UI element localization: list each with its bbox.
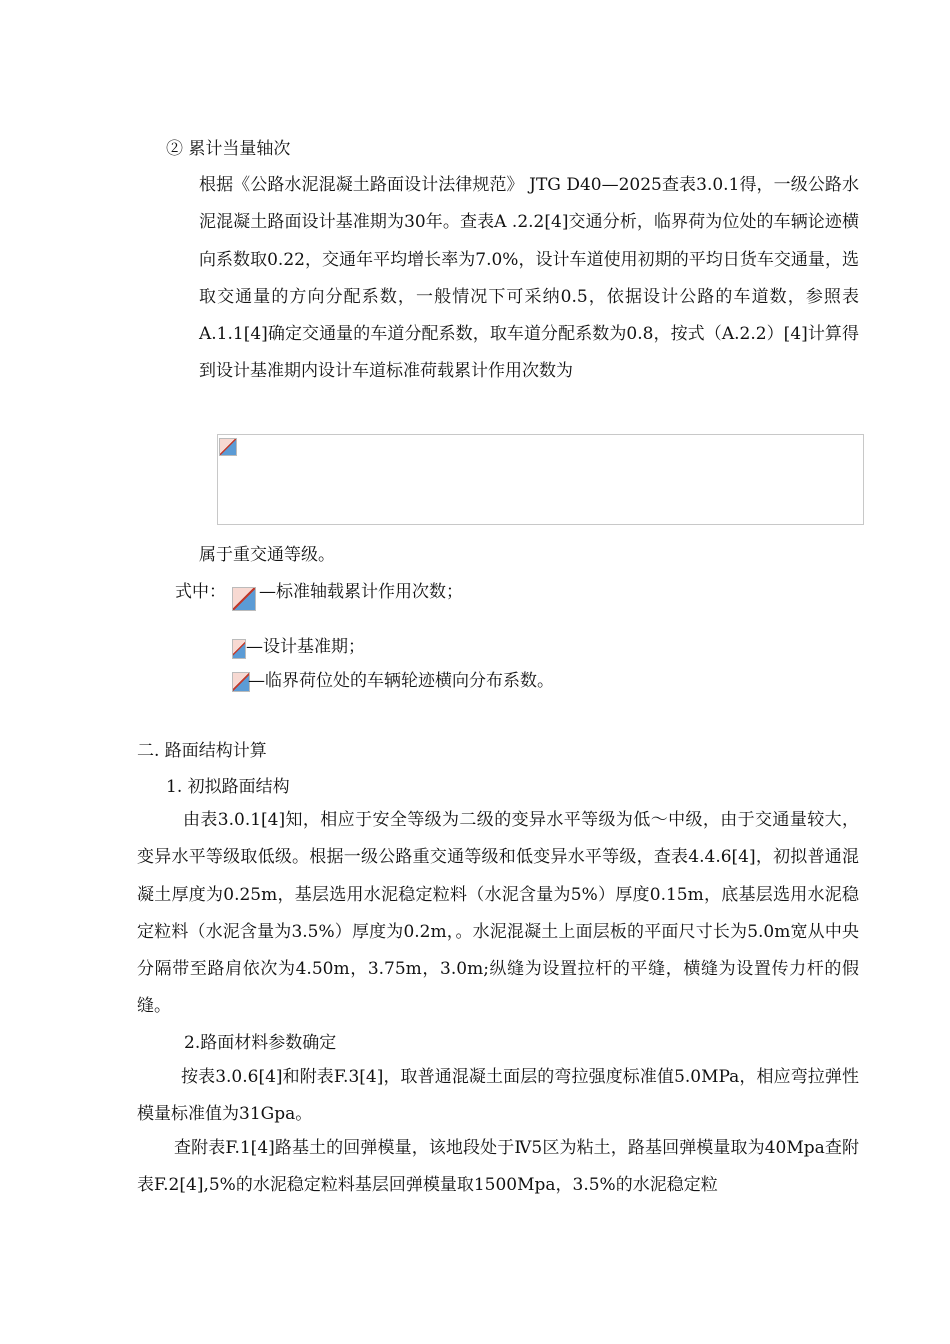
paragraph-initial-structure: 由表3.0.1[4]知，相应于安全等级为二级的变异水平等级为低～中级，由于交通量较大，变异水平等级取低级。根据一级公路重交通等级和低变异水平等级，查表4.4.6[4]，初拟普通混凝土厚度为0.25m，基层选用水泥稳定粒料（水泥含量为5%）厚度0.15m，底基层选用水泥稳定粒料（水泥含量为3.5%）厚度为0.2m，。水泥混凝土上面层板的平面尺寸长为5.0m宽从中央分隔带至路肩依次为4.50m，3.75m，3.0m;纵缝为设置拉杆的平缝，横缝为设置传力杆的假缝。 xyxy=(137,810,859,1017)
subheading-initial-structure: 1. 初拟路面结构 xyxy=(166,777,290,797)
traffic-level-text: 属于重交通等级。 xyxy=(199,545,335,565)
paragraph-strength: 按表3.0.6[4]和附表F.3[4]，取普通混凝土面层的弯拉强度标准值5.0MPa，相应弯拉弹性模量标准值为31Gpa。 xyxy=(137,1067,859,1125)
subheading-material-params: 2.路面材料参数确定 xyxy=(184,1033,337,1053)
definition-t: —设计基准期； xyxy=(246,637,365,657)
broken-image-icon xyxy=(219,438,237,456)
section-heading-structure: 二. 路面结构计算 xyxy=(137,741,267,761)
broken-image-icon xyxy=(232,587,256,611)
paragraph-cumulative: 根据《公路水泥混凝土路面设计法律规范》 JTG D40—2025查表3.0.1得，一级公路水泥混凝土路面设计基准期为30年。查表A .2.2[4]交通分析，临界荷为位处的车辆论迹横向系数取0.22，交通年平均增长率为7.0%，设计车道使用初期的平均日货车交通量，选取交通量的方向分配系数，一般情况下可采纳0.5，依据设计公路的车道数，参照表A.1.1[4]确定交通量的车道分配系数，取车道分配系数为0.8，按式（A.2.2）[4]计算得到设计基准期内设计车道标准荷载累计作用次数为 xyxy=(199,175,859,382)
paragraph-modulus: 查附表F.1[4]路基土的回弹模量，该地段处于Ⅳ5区为粘土，路基回弹模量取为40Mpa查附表F.2[4],5%的水泥稳定粒料基层回弹模量取1500Mpa，3.5%的水泥稳定粒 xyxy=(137,1138,859,1196)
heading-cumulative-axle: ② 累计当量轴次 xyxy=(166,139,291,159)
definition-eta: —临界荷位处的车辆轮迹横向分布系数。 xyxy=(248,671,554,691)
where-label: 式中： xyxy=(175,582,226,602)
formula-image-placeholder xyxy=(217,434,864,525)
definition-ne: —标准轴载累计作用次数； xyxy=(259,582,463,602)
broken-image-icon xyxy=(232,639,246,659)
